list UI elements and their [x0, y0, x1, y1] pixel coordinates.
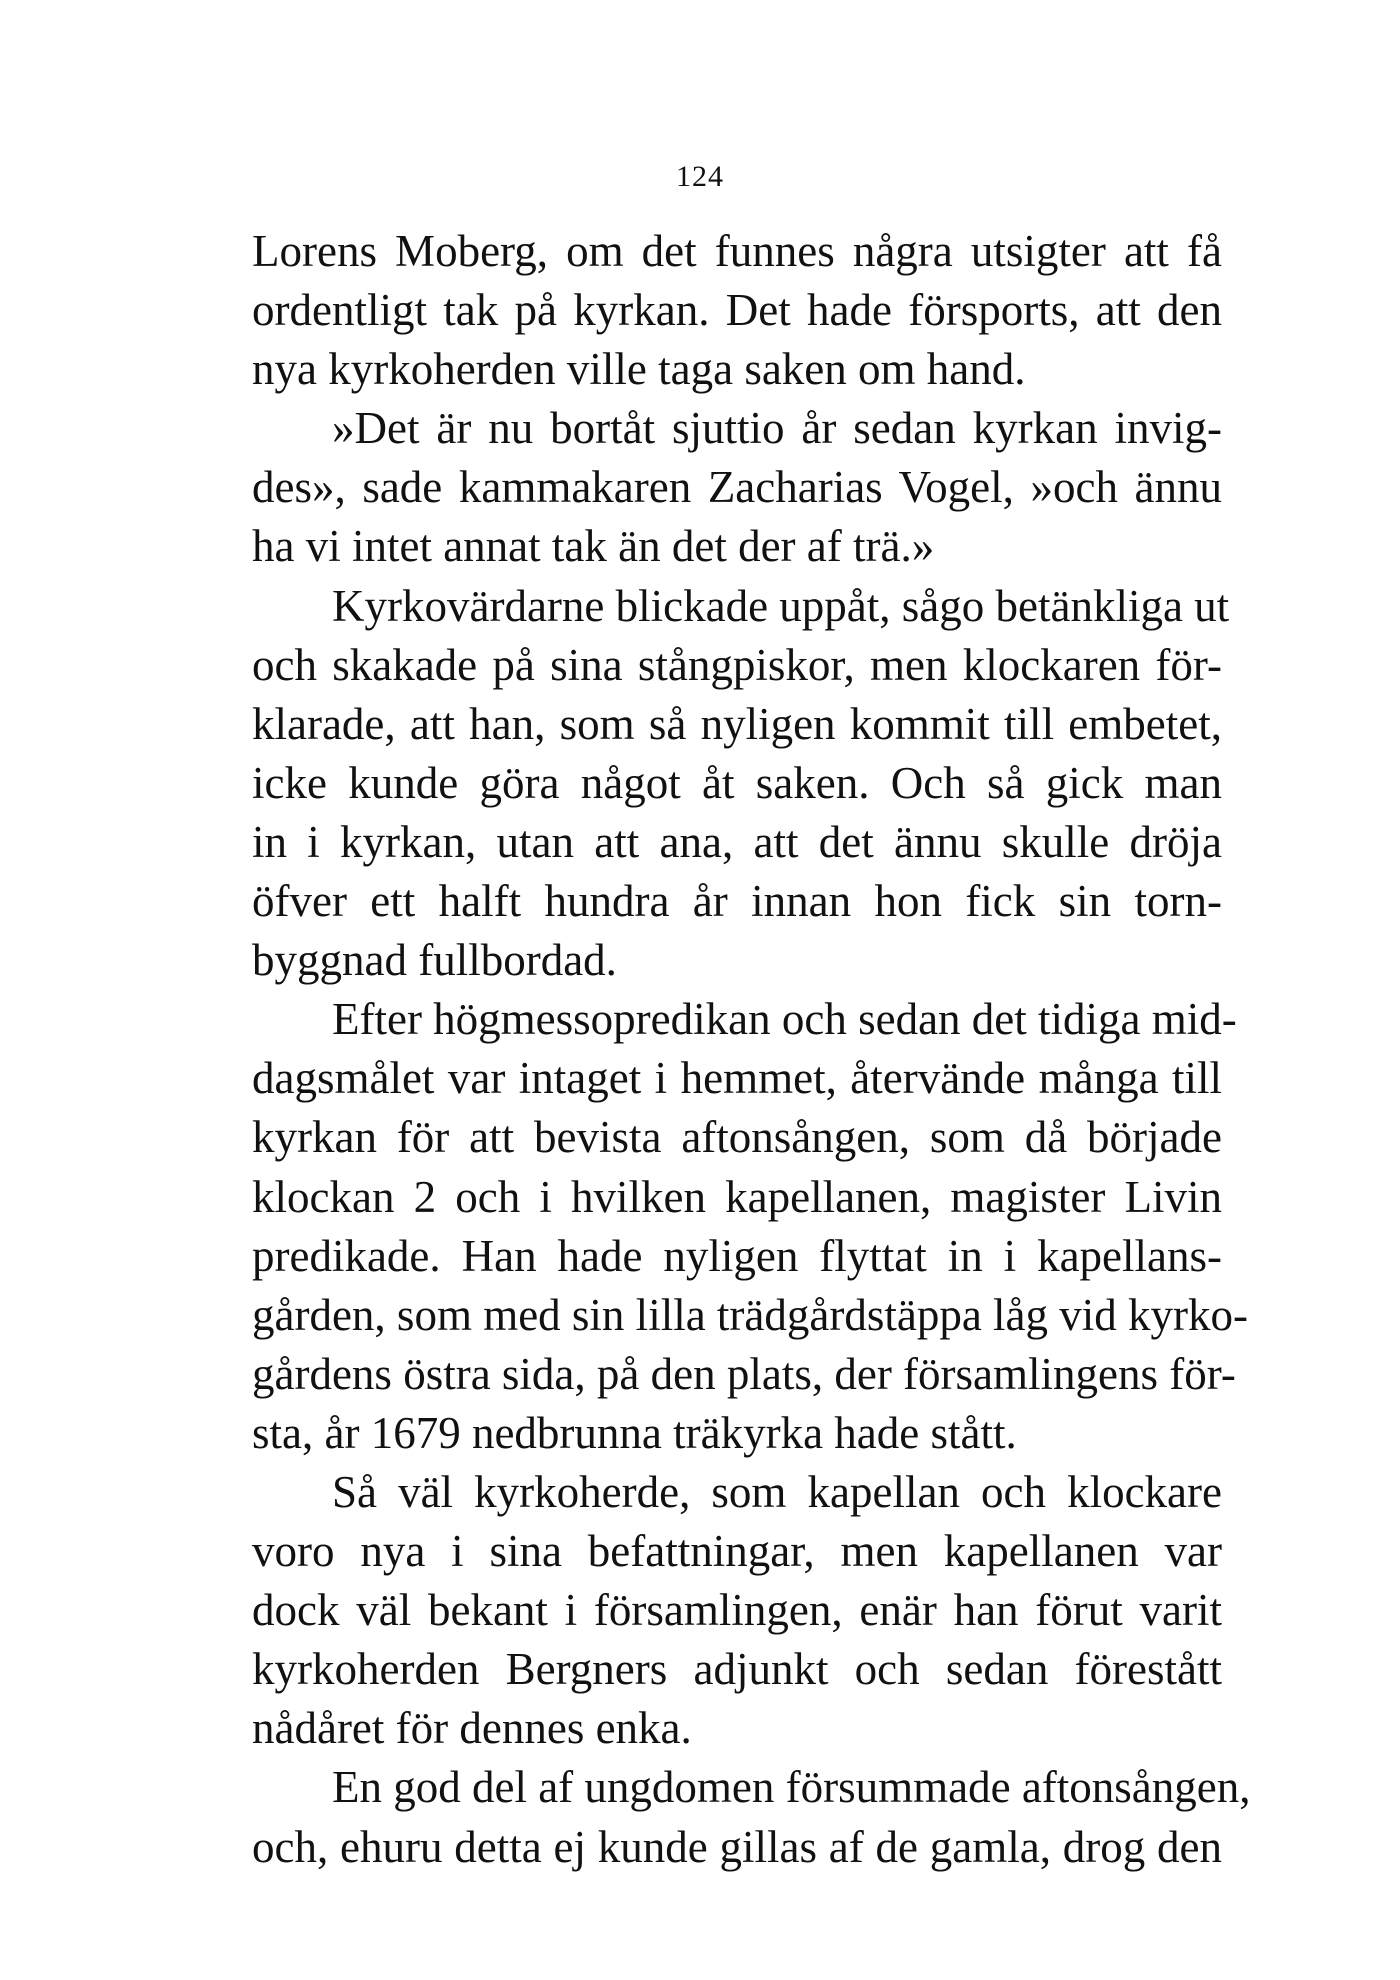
text-line: Efter högmessopredikan och sedan det tidiga mid- — [332, 994, 1237, 1045]
text-line: Kyrkovärdarne blickade uppåt, sågo betänkliga ut — [332, 580, 1230, 631]
text-line: dock väl bekant i församlingen, enär han förut varit — [252, 1585, 1222, 1636]
text-line: des», sade kammakaren Zacharias Vogel, »och ännu — [252, 462, 1222, 513]
text-line: »Det är nu bortåt sjuttio år sedan kyrkan invig- — [332, 403, 1222, 454]
text-line: nådåret för dennes enka. — [252, 1703, 692, 1754]
text-line: icke kunde göra något åt saken. Och så gick man — [252, 757, 1222, 808]
text-line: kyrkoherden Bergners adjunkt och sedan förestått — [252, 1644, 1222, 1695]
text-line: kyrkan för att bevista aftonsången, som då började — [252, 1112, 1222, 1163]
text-line: voro nya i sina befattningar, men kapellanen var — [252, 1526, 1222, 1577]
text-line: nya kyrkoherden ville taga saken om hand. — [252, 344, 1026, 395]
text-line: sta, år 1679 nedbrunna träkyrka hade stått. — [252, 1407, 1017, 1458]
text-line: klockan 2 och i hvilken kapellanen, magister Livin — [252, 1171, 1222, 1222]
text-line: klarade, att han, som så nyligen kommit till embetet, — [252, 698, 1222, 749]
body-text — [252, 222, 1251, 1877]
text-line: gårdens östra sida, på den plats, der församlingens för- — [252, 1348, 1236, 1399]
text-line: dagsmålet var intaget i hemmet, återvände många till — [252, 1053, 1222, 1104]
text-line: byggnad fullbordad. — [252, 935, 617, 986]
text-line: ha vi intet annat tak än det der af trä.» — [252, 521, 935, 572]
text-line: predikade. Han hade nyligen flyttat in i kapellans- — [252, 1230, 1222, 1281]
text-line: öfver ett halft hundra år innan hon fick sin torn- — [252, 876, 1222, 927]
text-line: En god del af ungdomen försummade aftonsången, — [332, 1762, 1251, 1813]
text-line: in i kyrkan, utan att ana, att det ännu skulle dröja — [252, 816, 1222, 867]
page-number: 124 — [676, 160, 724, 193]
text-line: Lorens Moberg, om det funnes några utsigter att få — [252, 226, 1222, 276]
text-line: och, ehuru detta ej kunde gillas af de gamla, drog den — [252, 1821, 1222, 1872]
text-line: gården, som med sin lilla trädgårdstäppa låg vid kyrko- — [252, 1289, 1248, 1340]
text-line: Så väl kyrkoherde, som kapellan och klockare — [332, 1466, 1222, 1517]
text-line: ordentligt tak på kyrkan. Det hade försports, att den — [252, 285, 1222, 336]
text-line: och skakade på sina stångpiskor, men klockaren för- — [252, 639, 1222, 690]
